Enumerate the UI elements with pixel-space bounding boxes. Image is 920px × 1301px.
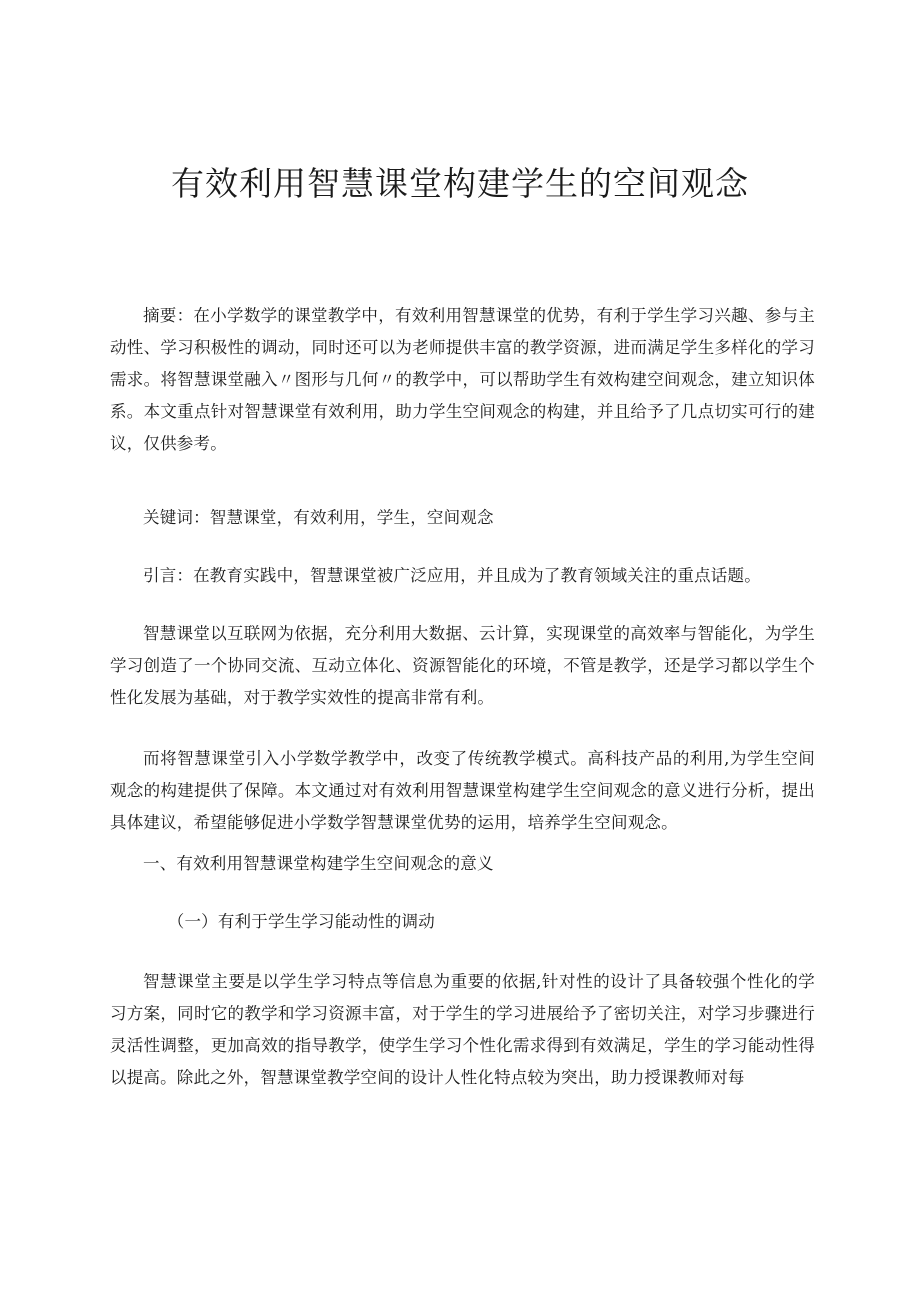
section-heading-1: 一、有效利用智慧课堂构建学生空间观念的意义 <box>143 854 494 873</box>
abstract-paragraph: 摘要：在小学数学的课堂教学中，有效利用智慧课堂的优势，有利于学生学习兴趣、参与主动性、学习积极性的调动，同时还可以为老师提供丰富的教学资源，进而满足学生多样化的学习需求。将智慧课堂融入〃图形与几何〃的教学中，可以帮助学生有效构建空间观念，建立知识体系。本文重点针对智慧课堂有效利用，助力学生空间观念的构建，并且给予了几点切实可行的建议，仅供参考。 <box>110 306 815 453</box>
keywords-line: 关键词：智慧课堂，有效利用，学生，空间观念 <box>143 508 494 527</box>
document-title: 有效利用智慧课堂构建学生的空间观念 <box>171 164 749 203</box>
body-paragraph-1: 智慧课堂以互联网为依据，充分利用大数据、云计算，实现课堂的高效率与智能化，为学生学习创造了一个协同交流、互动立体化、资源智能化的环境，不管是教学，还是学习都以学生个性化发展为基础，对于教学实效性的提高非常有利。 <box>110 624 815 707</box>
body-paragraph-3: 智慧课堂主要是以学生学习特点等信息为重要的依据,针对性的设计了具备较强个性化的学习方案，同时它的教学和学习资源丰富，对于学生的学习进展给予了密切关注，对学习步骤进行灵活性调整，更加高效的指导教学，使学生学习个性化需求得到有效满足，学生的学习能动性得以提高。除此之外，智慧课堂教学空间的设计人性化特点较为突出，助力授课教师对每 <box>110 972 815 1087</box>
body-paragraph-2: 而将智慧课堂引入小学数学教学中，改变了传统教学模式。高科技产品的利用,为学生空间观念的构建提供了保障。本文通过对有效利用智慧课堂构建学生空间观念的意义进行分析，提出具体建议，希望能够促进小学数学智慧课堂优势的运用，培养学生空间观念。 <box>110 749 815 832</box>
introduction-line: 引言：在教育实践中，智慧课堂被广泛应用，并且成为了教育领域关注的重点话题。 <box>143 566 761 585</box>
subsection-heading-1: （一）有利于学生学习能动性的调动 <box>167 912 435 931</box>
